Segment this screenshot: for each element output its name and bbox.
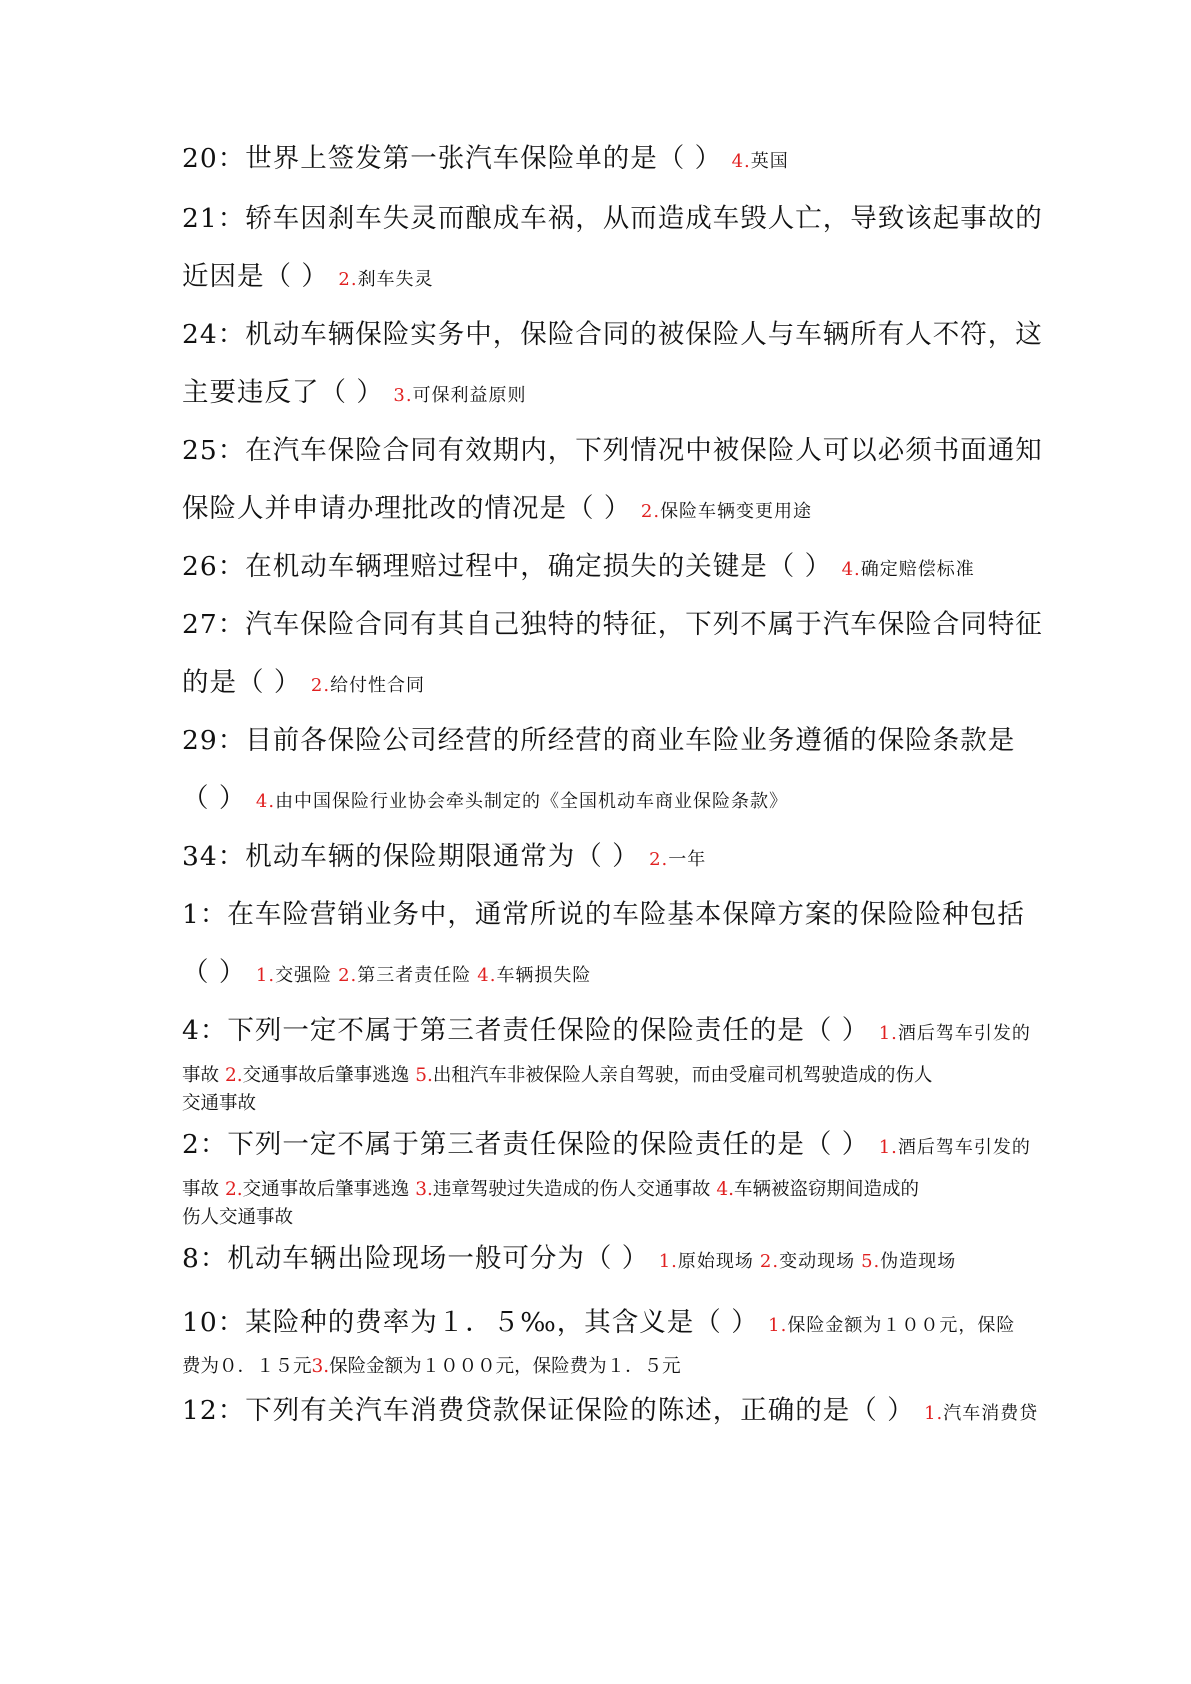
answer: 1.酒后驾车引发的 [878, 1023, 1031, 1044]
answer: 1.保险金额为１００元，保险 [768, 1315, 1016, 1336]
question-text: 34：机动车辆的保险期限通常为（ ） [182, 841, 640, 872]
question-m12 [182, 1395, 1039, 1426]
question-m4-line-1 [182, 1015, 1031, 1046]
answer: 2.交通事故后肇事逃逸 [225, 1179, 410, 1200]
question-24-line-1: 24：机动车辆保险实务中，保险合同的被保险人与车辆所有人不符，这 [182, 319, 1043, 350]
question-m2-line-2: 事故 2.交通事故后肇事逃逸 3.违章驾驶过失造成的伤人交通事故 4.车辆被盗窃期间造成的 [182, 1179, 920, 1200]
answer: 2.一年 [649, 849, 707, 870]
question-29-line-1: 29：目前各保险公司经营的所经营的商业车险业务遵循的保险条款是 [182, 725, 1016, 756]
question-m4-line-3: 交通事故 [182, 1093, 257, 1114]
question-text: 12：下列有关汽车消费贷款保证保险的陈述，正确的是（ ） [182, 1395, 915, 1426]
answer: 2.交通事故后肇事逃逸 [225, 1065, 410, 1086]
answer: 4.英国 [731, 151, 789, 172]
question-text: （ ） [182, 957, 247, 988]
answer: 1.原始现场 [658, 1251, 754, 1272]
question-m2-line-3: 伤人交通事故 [182, 1207, 294, 1228]
question-text: 的是（ ） [182, 667, 302, 698]
question-text: 近因是（ ） [182, 261, 329, 292]
question-24-line-2 [182, 377, 527, 408]
answer: 2.给付性合同 [310, 675, 426, 696]
answer: 2.变动现场 [759, 1251, 856, 1272]
answer: 5.伪造现场 [861, 1251, 957, 1272]
question-text: 2：下列一定不属于第三者责任保险的保险责任的是（ ） [182, 1129, 870, 1160]
question-text: （ ） [182, 783, 247, 814]
question-text: 26：在机动车辆理赔过程中，确定损失的关键是（ ） [182, 551, 833, 582]
question-m2-line-1 [182, 1129, 1031, 1160]
answer: 3.可保利益原则 [393, 385, 527, 406]
question-text: 保险人并申请办理批改的情况是（ ） [182, 493, 632, 524]
answer: 3.违章驾驶过失造成的伤人交通事故 [415, 1179, 711, 1200]
answer: 4.由中国保险行业协会牵头制定的《全国机动车商业保险条款》 [255, 791, 789, 812]
answer: 5.出租汽车非被保险人亲自驾驶，而由受雇司机驾驶造成的伤人 [415, 1065, 933, 1086]
answer: 4.确定赔偿标准 [841, 559, 975, 580]
question-25-line-2 [182, 493, 813, 524]
question-m10-line-2: 费为０．１５元3.保险金额为１０００元，保险费为１．５元 [182, 1356, 681, 1377]
answer: 1.汽车消费贷 [924, 1403, 1039, 1424]
question-text: 8：机动车辆出险现场一般可分为（ ） [182, 1243, 650, 1274]
question-text: 4：下列一定不属于第三者责任保险的保险责任的是（ ） [182, 1015, 870, 1046]
answer: 1.交强险 [255, 965, 333, 986]
answer: 4.车辆被盗窃期间造成的 [716, 1179, 920, 1200]
question-text: 10：某险种的费率为１．５‰，其含义是（ ） [182, 1307, 759, 1338]
answer: 2.保险车辆变更用途 [640, 501, 813, 522]
question-29-line-2 [182, 783, 789, 814]
question-34 [182, 841, 707, 872]
question-20 [182, 143, 789, 174]
question-26 [182, 551, 975, 582]
answer: 3.保险金额为１０００元，保险费为１．５元 [311, 1356, 681, 1377]
question-25-line-1: 25：在汽车保险合同有效期内，下列情况中被保险人可以必须书面通知 [182, 435, 1043, 466]
answer: 2.刹车失灵 [338, 269, 434, 290]
answer: 2.第三者责任险 [338, 965, 472, 986]
question-m10-line-1 [182, 1307, 1016, 1338]
question-text: 主要违反了（ ） [182, 377, 384, 408]
question-27-line-2 [182, 667, 426, 698]
question-m1-line-1: 1：在车险营销业务中，通常所说的车险基本保障方案的保险险种包括 [182, 899, 1025, 930]
question-m1-line-2 [182, 957, 592, 988]
question-21-line-1: 21：轿车因刹车失灵而酿成车祸，从而造成车毁人亡，导致该起事故的 [182, 203, 1043, 234]
question-m8 [182, 1243, 957, 1274]
answer: 1.酒后驾车引发的 [878, 1137, 1031, 1158]
answer: 4.车辆损失险 [477, 965, 592, 986]
question-m4-line-2: 事故 2.交通事故后肇事逃逸 5.出租汽车非被保险人亲自驾驶，而由受雇司机驾驶造成的伤人 [182, 1065, 933, 1086]
question-21-line-2 [182, 261, 434, 292]
question-text: 20：世界上签发第一张汽车保险单的是（ ） [182, 143, 723, 174]
question-27-line-1: 27：汽车保险合同有其自己独特的特征，下列不属于汽车保险合同特征 [182, 609, 1043, 640]
